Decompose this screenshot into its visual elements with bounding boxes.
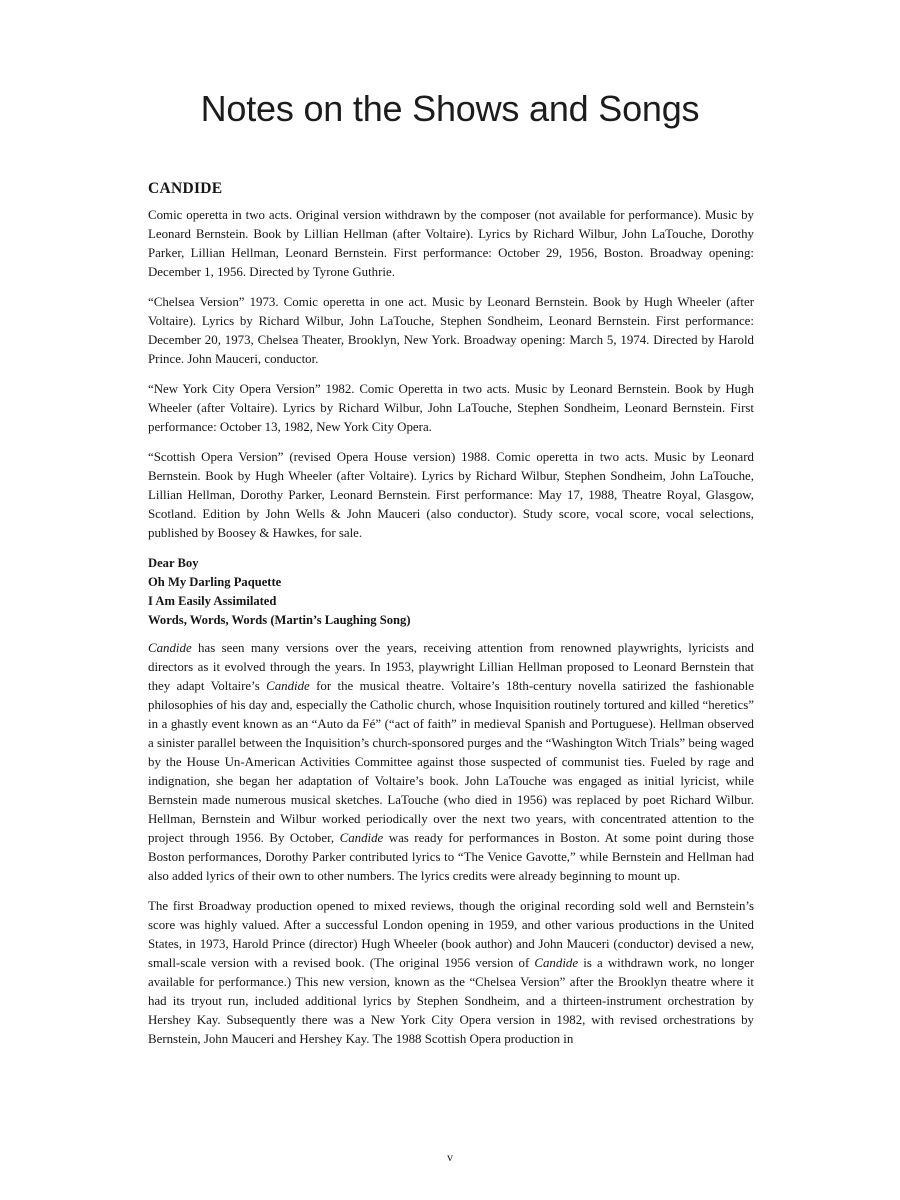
body-paragraph-history — [148, 639, 754, 886]
version-scottish-opera: “Scottish Opera Version” (revised Opera House version) 1988. Comic operetta in two acts. Music by Leonard Bernstein. Book by Hugh Wheeler (after Voltaire). Lyrics by Richard Wilbur, Stephen Sondheim, John LaTouche, Lillian Hellman, Dorothy Parker, Leonard Bernstein. First performance: May 17, 1988, Theatre Royal, Glasgow, Scotland. Edition by John Wells & John Mauceri (also conductor). Study score, vocal score, vocal selections, published by Boosey & Hawkes, for sale. — [148, 450, 754, 540]
song-title: I Am Easily Assimilated — [148, 594, 277, 608]
section-heading: CANDIDE — [148, 180, 223, 197]
work-title-italic: Candide — [339, 831, 384, 845]
work-title-italic: Candide — [148, 641, 192, 655]
work-title-italic: Candide — [266, 679, 310, 693]
page-number: v — [447, 1150, 453, 1164]
song-title: Oh My Darling Paquette — [148, 575, 282, 589]
version-original: Comic operetta in two acts. Original version withdrawn by the composer (not available for performance). Music by Leonard Bernstein. Book by Lillian Hellman (after Voltaire). Lyrics by Richard Wilbur, John LaTouche, Dorothy Parker, Lillian Hellman, Leonard Bernstein. First performance: October 29, 1956, Boston. Broadway opening: December 1, 1956. Directed by Tyrone Guthrie. — [148, 208, 754, 279]
body-paragraph-productions — [148, 897, 754, 1049]
page-title: Notes on the Shows and Songs — [200, 88, 700, 129]
body-text: has seen many versions over the years, receiving attention from renowned playwrights, lyricists and directors as it evolved through the years. In 1953, playwright Lillian Hellman proposed to Leonard Bernstein that they adapt Voltaire’s — [148, 641, 754, 693]
version-nyc-opera: “New York City Opera Version” 1982. Comic Operetta in two acts. Music by Leonard Bernstein. Book by Hugh Wheeler (after Voltaire). Lyrics by Richard Wilbur, John LaTouche, Stephen Sondheim, Leonard Bernstein. First performance: October 13, 1982, New York City Opera. — [148, 382, 754, 434]
song-title: Dear Boy — [148, 556, 199, 570]
song-list — [148, 554, 754, 630]
body-text: was ready for performances in Boston. At some point during those Boston performances, Dorothy Parker contributed lyrics to “The Venice Gavotte,” while Bernstein and Hellman had also added lyrics of their own to other numbers. The lyrics credits were already beginning to mount up. — [148, 831, 754, 883]
body-text: for the musical theatre. Voltaire’s 18th-century novella satirized the fashionable philosophies of his day and, especially the Catholic church, whose Inquisition routinely tortured and killed “heretics” in a ghastly event known as an “Auto da Fé” (“act of faith” in medieval Spanish and Portuguese). Hellman observed a sinister parallel between the Inquisition’s church-sponsored purges and the “Washington Witch Trials” being waged by the House Un-American Activities Committee against those suspected of communist ties. Fueled by rage and indignation, she began her adaptation of Voltaire’s book. John LaTouche was engaged as initial lyricist, while Bernstein made numerous musical sketches. LaTouche (who died in 1956) was replaced by poet Richard Wilbur. Hellman, Bernstein and Wilbur worked periodically over the next two years, with concentrated attention to the project through 1956. By October, — [148, 679, 754, 845]
section-content — [148, 180, 754, 1060]
version-chelsea: “Chelsea Version” 1973. Comic operetta in one act. Music by Leonard Bernstein. Book by Hugh Wheeler (after Voltaire). Lyrics by Richard Wilbur, John LaTouche, Stephen Sondheim, Leonard Bernstein. First performance: December 20, 1973, Chelsea Theater, Brooklyn, New York. Broadway opening: March 5, 1974. Directed by Harold Prince. John Mauceri, conductor. — [148, 295, 754, 366]
work-title-italic: Candide — [534, 956, 579, 970]
body-text: is a withdrawn work, no longer available for performance.) This new version, known as the “Chelsea Version” after the Brooklyn theatre where it had its tryout run, included additional lyrics by Stephen Sondheim, and a thirteen-instrument orchestration by Hershey Kay. Subsequently there was a New York City Opera version in 1982, with revised orchestrations by Bernstein, John Mauceri and Hershey Kay. The 1988 Scottish Opera production in — [148, 956, 754, 1046]
song-title: Words, Words, Words (Martin’s Laughing Song) — [148, 613, 411, 627]
body-text: The first Broadway production opened to mixed reviews, though the original recording sold well and Bernstein’s score was highly valued. After a successful London opening in 1959, and other various productions in the United States, in 1973, Harold Prince (director) Hugh Wheeler (book author) and John Mauceri (conductor) devised a new, small-scale version with a revised book. (The original 1956 version of — [148, 899, 754, 970]
